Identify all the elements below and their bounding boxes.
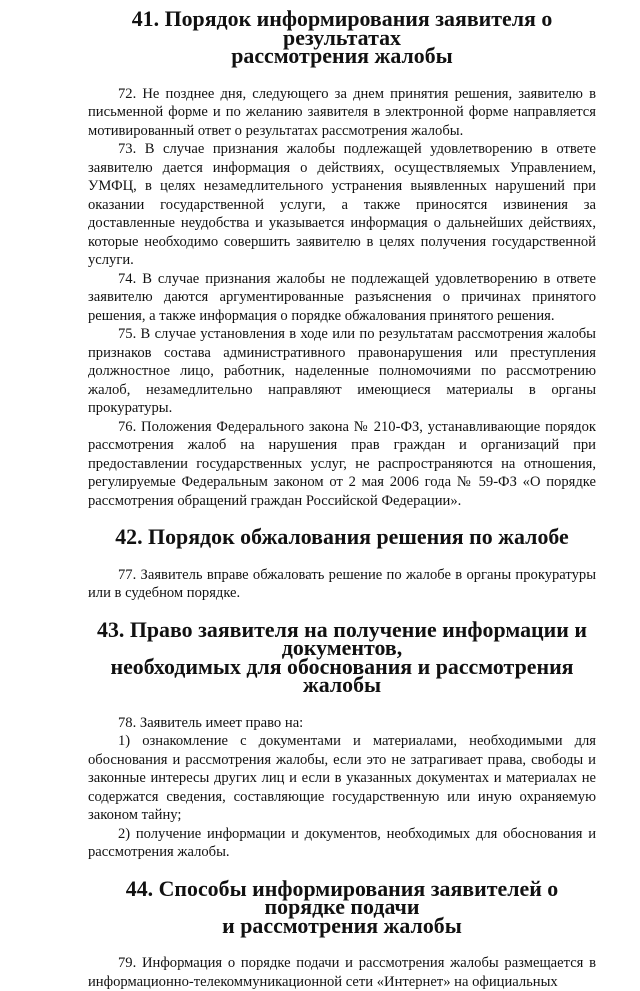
section-44: [88, 880, 596, 991]
section-42: [88, 528, 596, 603]
section-heading: [88, 10, 596, 66]
heading-line: рассмотрения жалобы: [88, 47, 596, 66]
heading-line: 43. Право заявителя на получение информации и документов,: [88, 621, 596, 658]
paragraph-78: 78. Заявитель имеет право на:: [88, 714, 596, 733]
heading-line: необходимых для обоснования и рассмотрения жалобы: [88, 658, 596, 695]
heading-line: 41. Порядок информирования заявителя о результатах: [88, 10, 596, 47]
document-page: [88, 10, 596, 991]
paragraph-78-item-1: 1) ознакомление с документами и материалами, необходимыми для обоснования и рассмотрения жалобы, если это не затрагивает права, свободы и законные интересы других лиц и если в указанных документах и материалах не содержатся сведения, составляющие государственную или иную охраняемую законом тайну;: [88, 732, 596, 825]
section-heading: [88, 528, 596, 547]
paragraph-75: 75. В случае установления в ходе или по результатам рассмотрения жалобы признаков состава административного правонарушения или преступления должностное лицо, работник, наделенные полномочиями по рассмотрению жалоб, незамедлительно направляют имеющиеся материалы в органы прокуратуры.: [88, 325, 596, 418]
section-heading: [88, 880, 596, 936]
paragraph-78-item-2: 2) получение информации и документов, необходимых для обоснования и рассмотрения жалобы.: [88, 825, 596, 862]
section-heading: [88, 621, 596, 695]
heading-line: 44. Способы информирования заявителей о порядке подачи: [88, 880, 596, 917]
paragraph-74: 74. В случае признания жалобы не подлежащей удовлетворению в ответе заявителю даются аргументированные разъяснения о причинах принятого решения, а также информация о порядке обжалования принятого решения.: [88, 270, 596, 326]
heading-line: и рассмотрения жалобы: [88, 917, 596, 936]
paragraph-73: 73. В случае признания жалобы подлежащей удовлетворению в ответе заявителю дается информация о действиях, осуществляемых Управлением, УМФЦ, в целях незамедлительного устранения выявленных нарушений при оказании государственной услуги, а также приносятся извинения за доставленные неудобства и указывается информация о дальнейших действиях, которые необходимо совершить заявителю в целях получения государственной услуги.: [88, 140, 596, 270]
paragraph-72: 72. Не позднее дня, следующего за днем принятия решения, заявителю в письменной форме и по желанию заявителя в электронной форме направляется мотивированный ответ о результатах рассмотрения жалобы.: [88, 85, 596, 141]
paragraph-77: 77. Заявитель вправе обжаловать решение по жалобе в органы прокуратуры или в судебном порядке.: [88, 566, 596, 603]
paragraph-76: 76. Положения Федерального закона № 210-ФЗ, устанавливающие порядок рассмотрения жалоб на нарушения прав граждан и организаций при предоставлении государственных услуг, не распространяются на отношения, регулируемые Федеральным законом от 2 мая 2006 года № 59-ФЗ «О порядке рассмотрения обращений граждан Российской Федерации».: [88, 418, 596, 511]
paragraph-79: 79. Информация о порядке подачи и рассмотрения жалобы размещается в информационно-телекоммуникационной сети «Интернет» на официальных: [88, 954, 596, 991]
section-43: [88, 621, 596, 862]
heading-line: 42. Порядок обжалования решения по жалобе: [88, 528, 596, 547]
section-41: [88, 10, 596, 510]
